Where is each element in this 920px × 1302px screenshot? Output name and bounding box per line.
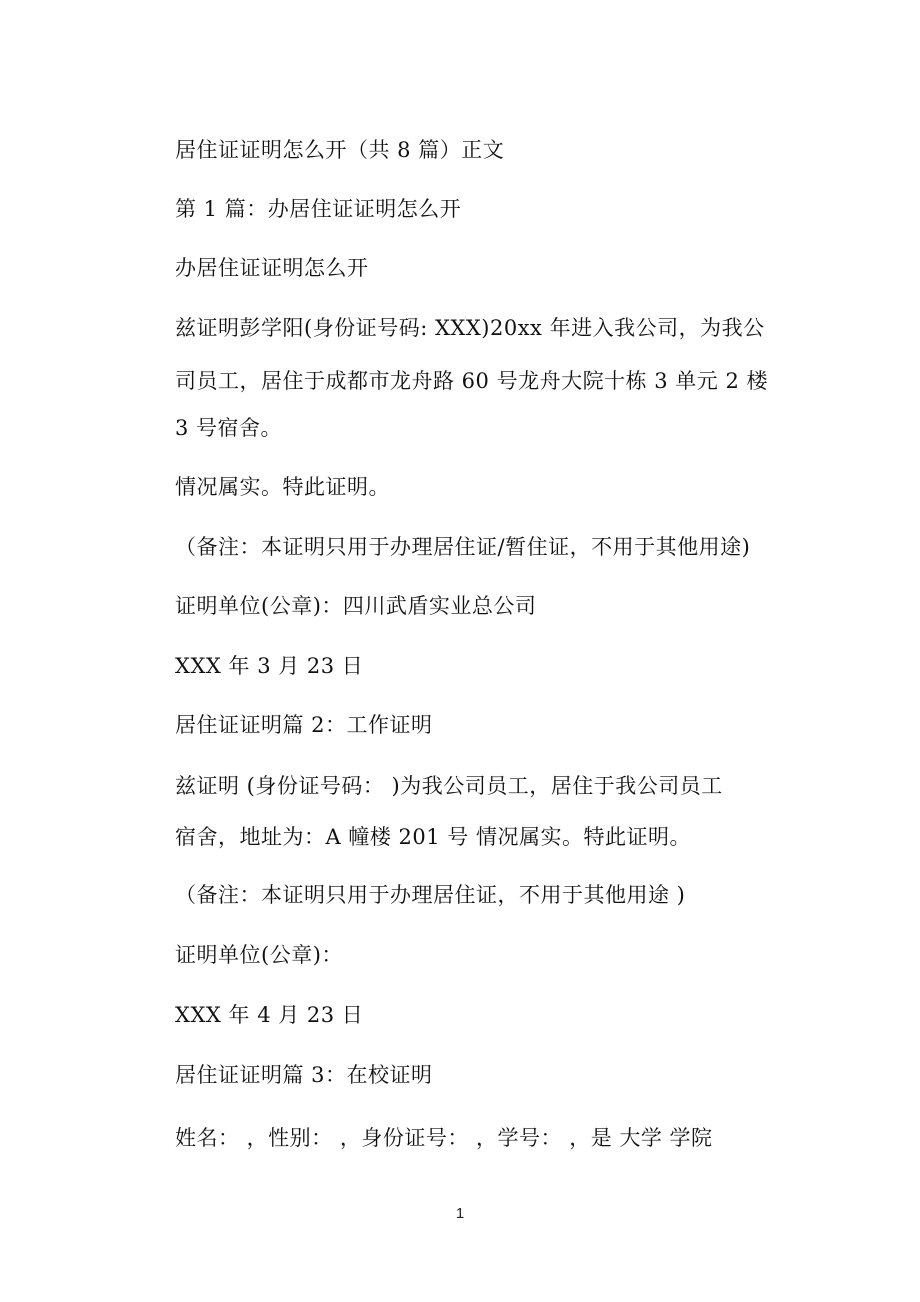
section-3-heading: 居住证证明篇 3：在校证明 (175, 1063, 433, 1087)
date-line: XXX 年 4 月 23 日 (175, 1003, 364, 1027)
paragraph-line: 兹证明彭学阳(身份证号码: XXX)20xx 年进入我公司，为我公 (175, 316, 765, 340)
section-1-subheading: 办居住证证明怎么开 (175, 256, 369, 280)
paragraph-line: 情况属实。特此证明。 (175, 475, 390, 499)
paragraph-line: 司员工，居住于成都市龙舟路 60 号龙舟大院十栋 3 单元 2 楼 (175, 369, 768, 393)
section-1-heading: 第 1 篇：办居住证证明怎么开 (175, 197, 462, 221)
paragraph-line: 兹证明 (身份证号码： )为我公司员工，居住于我公司员工 (175, 774, 723, 798)
paragraph-line: 3 号宿舍。 (175, 416, 283, 440)
paragraph-line: 姓名： ，性别： ，身份证号： ，学号： ，是 大学 学院 (175, 1126, 713, 1150)
issuer-line: 证明单位(公章)：四川武盾实业总公司 (175, 594, 537, 618)
note-line: （备注：本证明只用于办理居住证/暂住证，不用于其他用途) (175, 535, 751, 559)
note-line: （备注：本证明只用于办理居住证，不用于其他用途 ) (175, 883, 686, 907)
paragraph-line: 宿舍，地址为：A 幢楼 201 号 情况属实。特此证明。 (175, 825, 691, 849)
page-number: 1 (455, 1205, 465, 1222)
issuer-line: 证明单位(公章)： (175, 943, 343, 967)
section-2-heading: 居住证证明篇 2：工作证明 (175, 713, 433, 737)
date-line: XXX 年 3 月 23 日 (175, 654, 364, 678)
document-title: 居住证证明怎么开（共 8 篇）正文 (175, 138, 505, 162)
